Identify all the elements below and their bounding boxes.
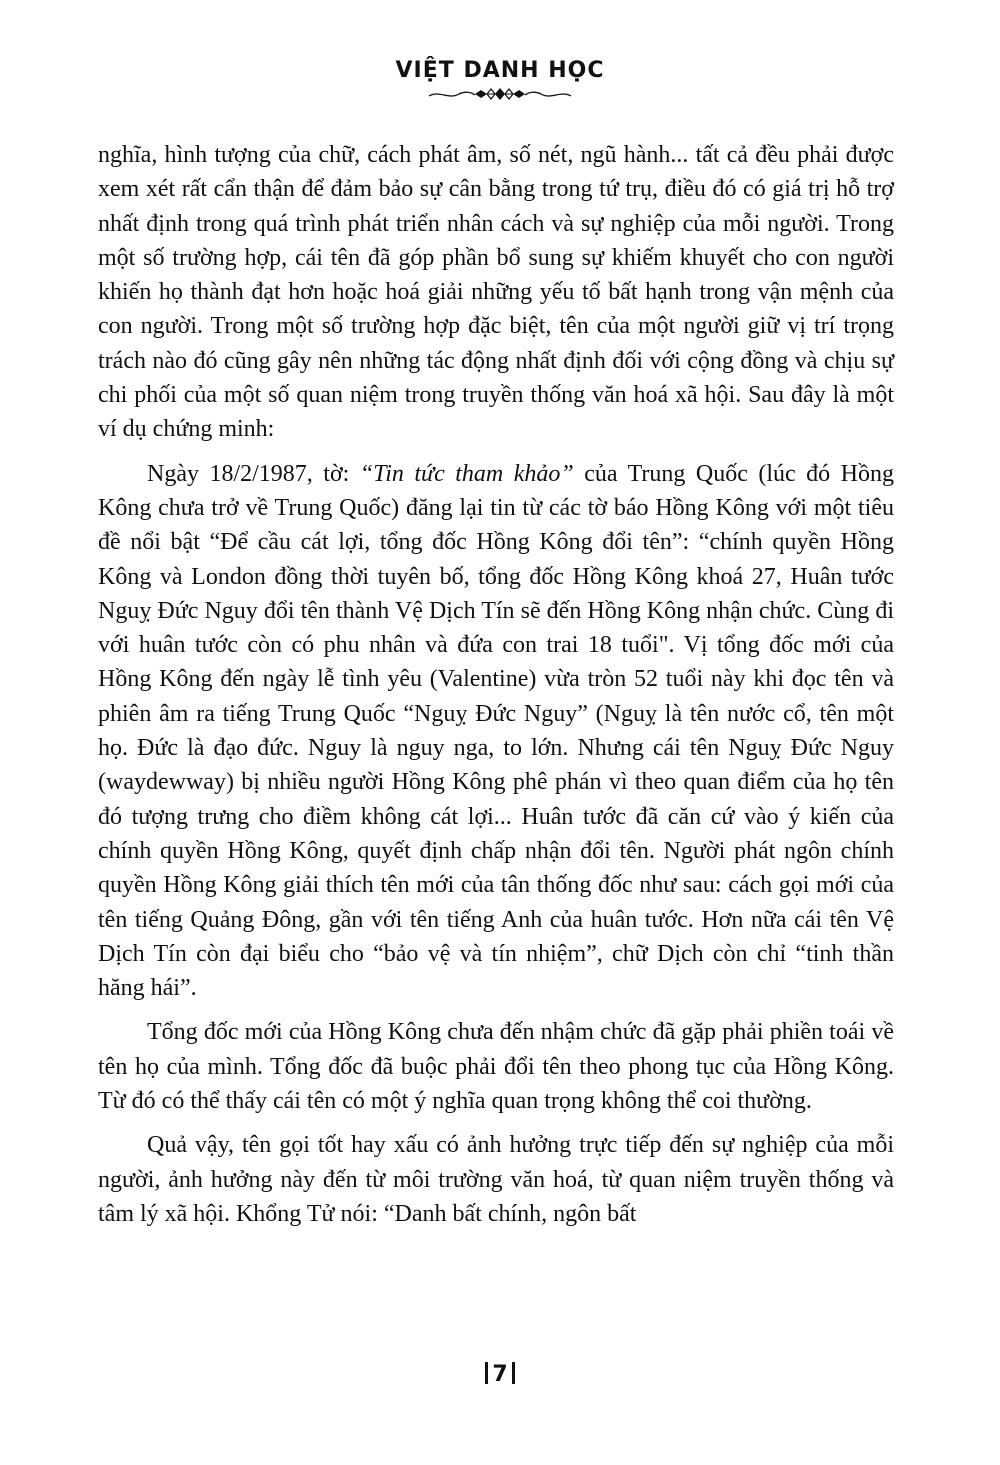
page-number-bar-left — [485, 1362, 488, 1384]
paragraph-3: Tổng đốc mới của Hồng Kông chưa đến nhậm chức đã gặp phải phiền toái về tên họ của mình. Tổng đốc đã buộc phải đổi tên theo phong tục của Hồng Kông. Từ đó có thể thấy cái tên có một ý nghĩa quan trọng không thể coi thường. — [98, 1019, 894, 1115]
paragraph-2 — [98, 457, 894, 1006]
paragraph-2-lead: Ngày 18/2/1987, tờ: — [147, 460, 360, 487]
paragraph-1: nghĩa, hình tượng của chữ, cách phát âm, số nét, ngũ hành... tất cả đều phải được xem xét rất cẩn thận để đảm bảo sự cân bằng trong tứ trụ, điều đó có giá trị hỗ trợ nhất định trong quá trình phát triển nhân cách và sự nghiệp của mỗi người. Trong một số trường hợp, cái tên đã góp phần bổ sung sự khiếm khuyết cho con người khiến họ thành đạt hơn hoặc hoá giải những yếu tố bất hạnh trong vận mệnh của con người. Trong một số trường hợp đặc biệt, tên của một người giữ vị trí trọng trách nào đó cũng gây nên những tác động nhất định đối với cộng đồng và chịu sự chi phối của một số quan niệm trong truyền thống văn hoá xã hội. Sau đây là một ví dụ chứng minh: — [98, 142, 894, 443]
paragraph-2-rest: của Trung Quốc (lúc đó Hồng Kông chưa trở về Trung Quốc) đăng lại tin từ các tờ báo Hồng Kông với một tiêu đề nổi bật “Để cầu cát lợi, tổng đốc Hồng Kông đổi tên”: “chính quyền Hồng Kông và London đồng thời tuyên bố, tổng đốc Hồng Kông khoá 27, Huân tước Nguỵ Đức Nguy đổi tên thành Vệ Dịch Tín sẽ đến Hồng Kông nhận chức. Cùng đi với huân tước còn có phu nhân và đứa con trai 18 tuổi". Vị tổng đốc mới của Hồng Kông đến ngày lễ tình yêu (Valentine) vừa tròn 52 tuổi này khi đọc tên và phiên âm ra tiếng Trung Quốc “Nguỵ Đức Nguy” (Nguỵ là tên nước cổ, tên một họ. Đức là đạo đức. Nguy là nguy nga, to lớn. Nhưng cái tên Nguỵ Đức Nguy (waydewway) bị nhiều người Hồng Kông phê phán vì theo quan điểm của họ tên đó tượng trưng cho điềm không cát lợi... Huân tước đã căn cứ vào ý kiến của chính quyền Hồng Kông, quyết định chấp nhận đổi tên. Người phát ngôn chính quyền Hồng Kông giải thích tên mới của tân thống đốc như sau: cách gọi mới của tên tiếng Quảng Đông, gần với tên tiếng Anh của huân tước. Hơn nữa cái tên Vệ Dịch Tín còn đại biểu cho “bảo vệ và tín nhiệm”, chữ Dịch còn chỉ “tinh thần hăng hái”. — [98, 460, 894, 1002]
paragraph-4: Quả vậy, tên gọi tốt hay xấu có ảnh hưởng trực tiếp đến sự nghiệp của mỗi người, ảnh hưởng này đến từ môi trường văn hoá, từ quan niệm truyền thống và tâm lý xã hội. Khổng Tử nói: “Danh bất chính, ngôn bất — [98, 1132, 894, 1227]
page-number — [0, 1362, 1000, 1387]
page-number-value: 7 — [492, 1362, 508, 1387]
page-header — [0, 58, 1000, 102]
ornament-flourish-icon — [425, 86, 575, 102]
running-title: VIỆT DANH HỌC — [395, 58, 605, 83]
newspaper-title: “Tin tức tham khảo” — [359, 460, 574, 487]
page-number-bar-right — [512, 1362, 515, 1384]
body-text — [98, 138, 894, 1231]
